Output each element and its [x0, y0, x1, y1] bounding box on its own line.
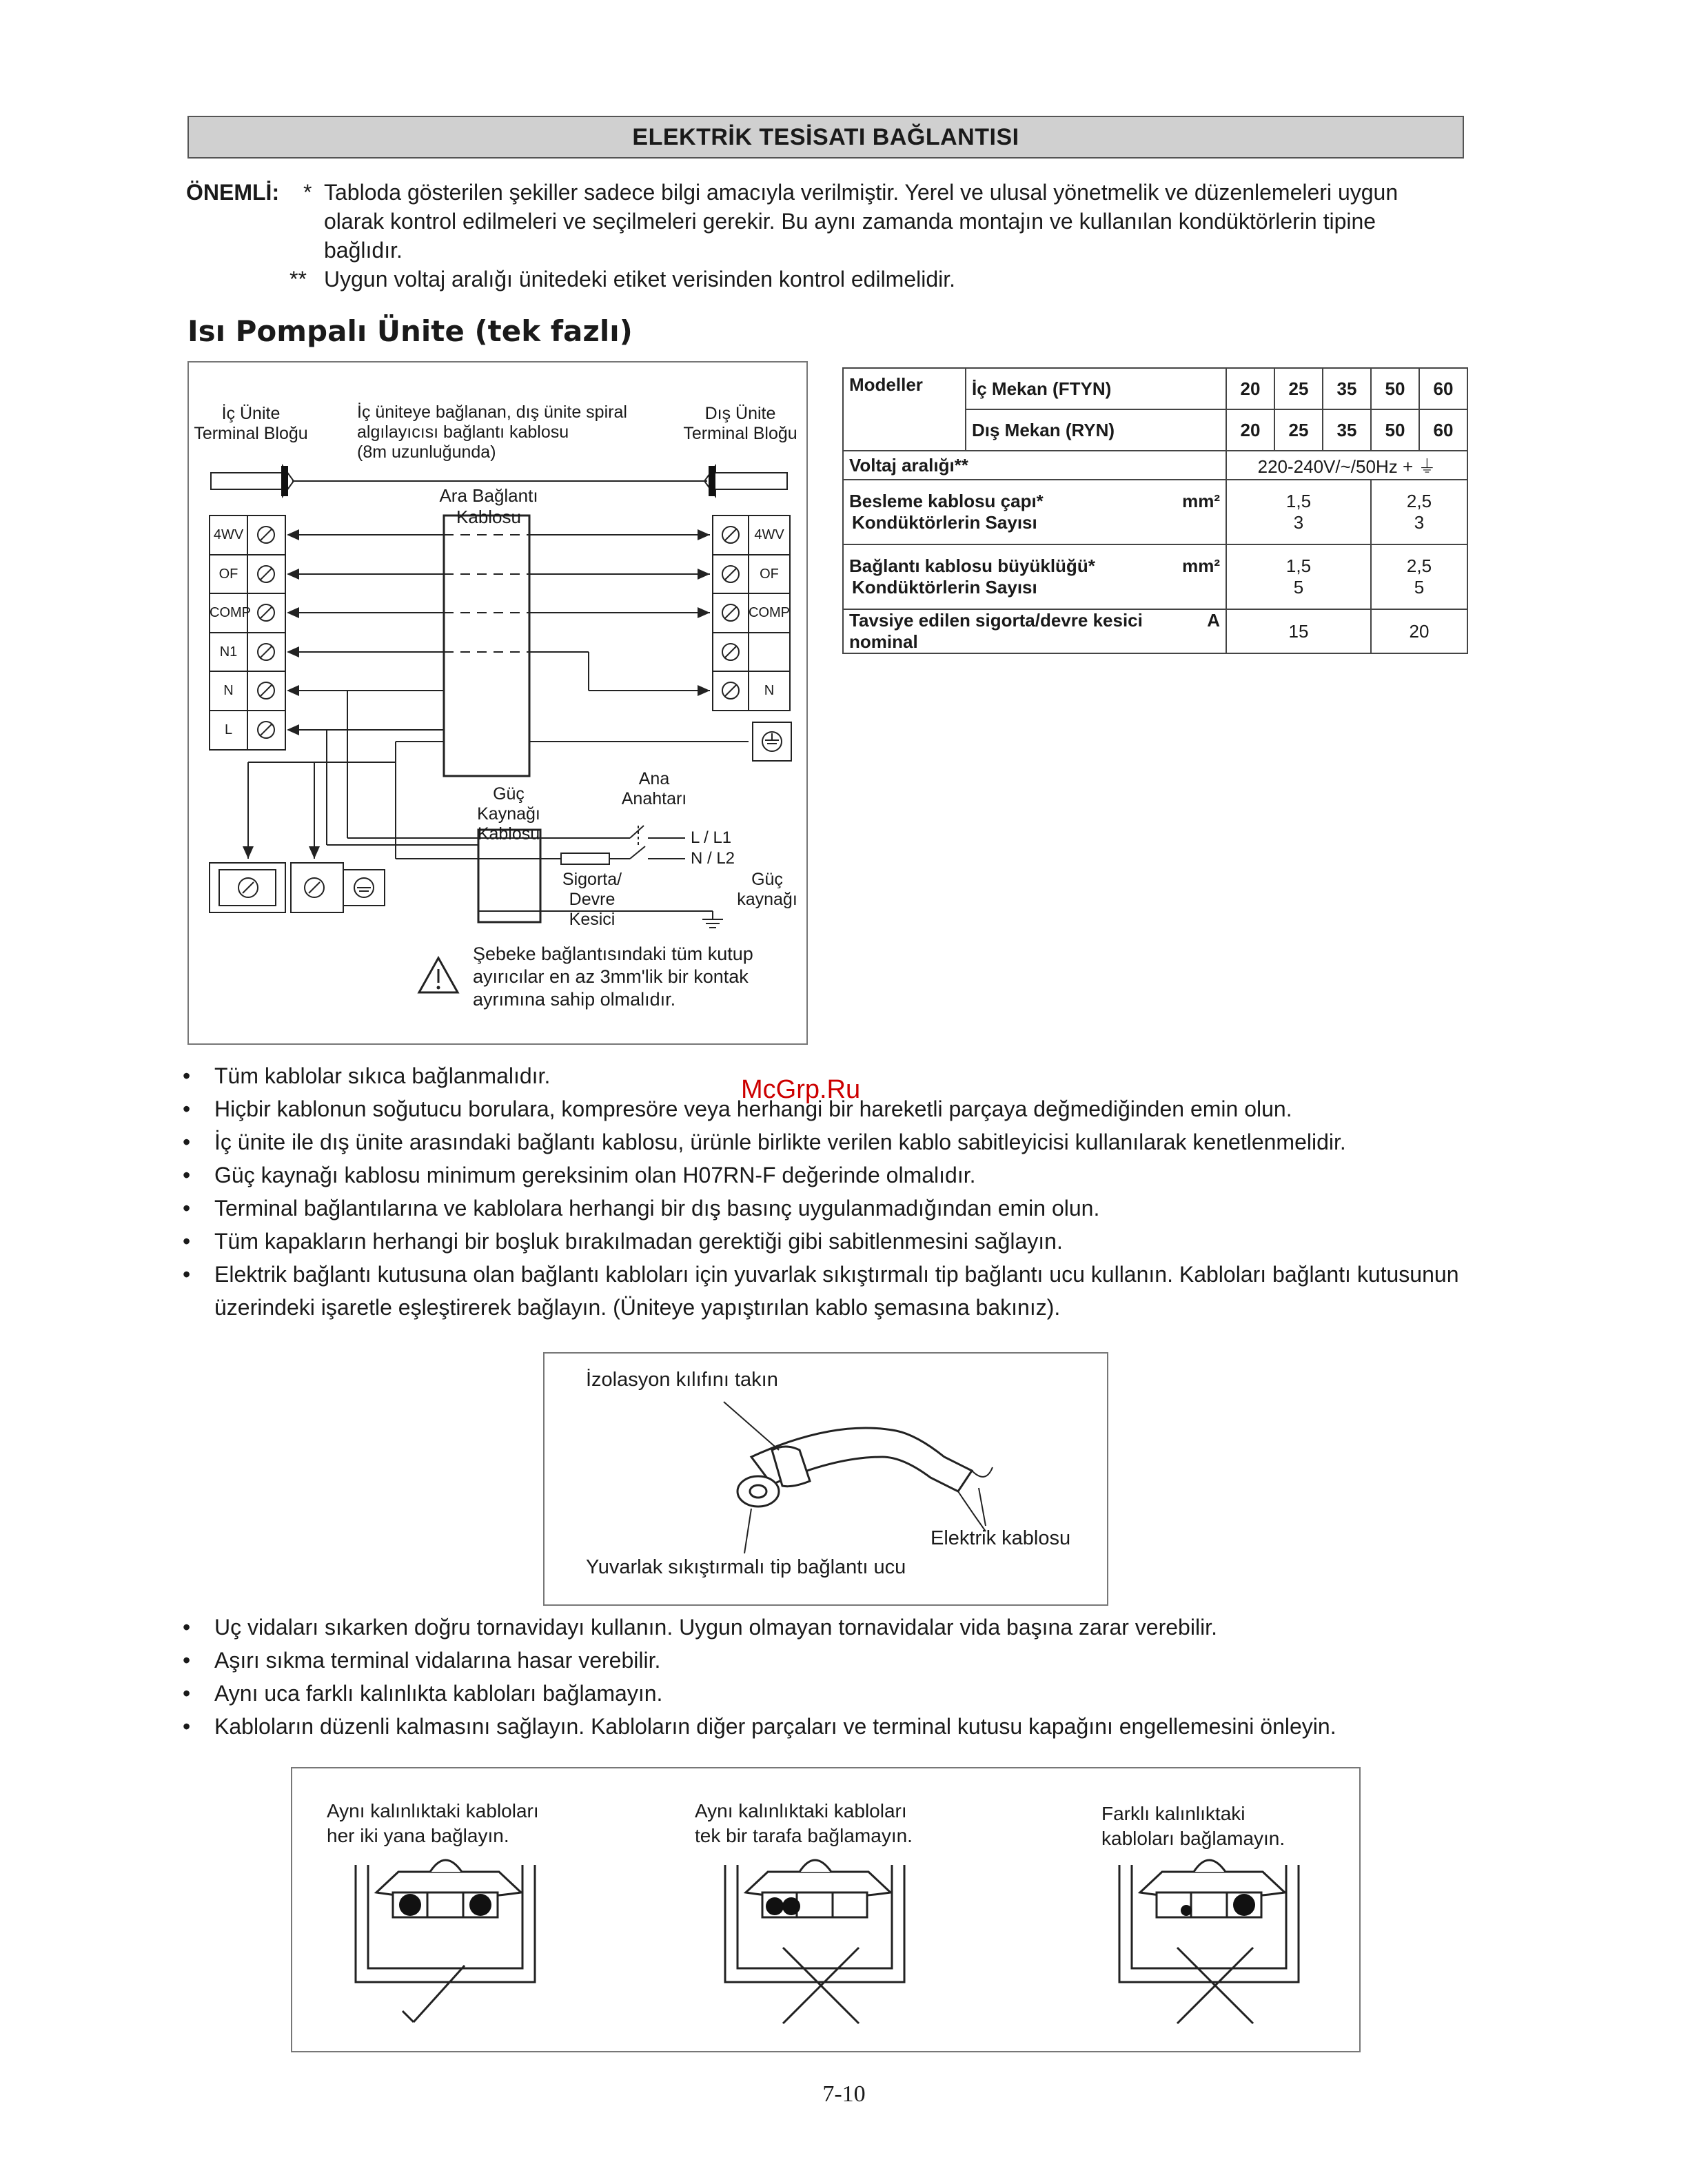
- list-item: • Terminal bağlantılarına ve kablolara herhangi bir dış basınç uygulanmadığından emin olun.: [183, 1192, 1465, 1225]
- list-item: • Aynı uca farklı kalınlıkta kabloları bağlamayın.: [183, 1677, 1465, 1710]
- note-line-1a: Tabloda gösterilen şekiller sadece bilgi amacıyla verilmiştir. Yerel ve ulusal yönetmelik ve düzenlemeleri uygun: [324, 180, 1399, 205]
- outdoor-terminal: 4WV: [754, 527, 784, 542]
- indoor-block-label: [189, 404, 313, 444]
- outdoor-terminal: COMP: [749, 605, 790, 620]
- power-cable-line2: Kablosu: [477, 824, 540, 844]
- indoor-terminal: N1: [219, 644, 238, 660]
- supply-line2: kaynağı: [737, 890, 797, 909]
- list-item: • Uç vidaları sıkarken doğru tornavidayı kullanın. Uygun olmayan tornavidalar vida başına zarar verebilir.: [183, 1611, 1465, 1644]
- crimp-terminal-figure: [543, 1352, 1108, 1606]
- outdoor-block-label: [671, 404, 809, 444]
- warning-note: [473, 943, 804, 1011]
- size-cell: 35: [1323, 368, 1371, 409]
- indoor-label-line1: İç Ünite: [221, 404, 281, 423]
- section-header: [187, 116, 1464, 159]
- fuse-label: [540, 870, 644, 930]
- main-switch-line2: Anahtarı: [621, 789, 687, 808]
- size-cell: 20: [1226, 368, 1274, 409]
- indoor-terminal: N: [223, 683, 234, 698]
- supply-large: 2,5: [1406, 491, 1432, 511]
- note-mark-1: *: [303, 180, 312, 205]
- link-cable-cell: [843, 544, 1226, 609]
- size-cell: 50: [1371, 409, 1419, 451]
- page-number: 7-10: [822, 2081, 866, 2107]
- supply-cable-cell: [843, 480, 1226, 544]
- supply-cable-label: Besleme kablosu çapı*: [849, 491, 1044, 511]
- voltage-value: 220-240V/~/50Hz + ⏚: [1226, 451, 1467, 480]
- interconnect-label: Ara Bağlantı Kablosu: [439, 485, 538, 527]
- list-item: • Tüm kablolar sıkıca bağlanmalıdır.: [183, 1059, 1465, 1092]
- fuse-line2: Kesici: [569, 910, 616, 929]
- supply-count-small: 3: [1293, 512, 1304, 533]
- list-item: • Tüm kapakların herhangi bir boşluk bırakılmadan gerektiği gibi sabitlenmesini sağlayın.: [183, 1225, 1465, 1258]
- supply-unit: mm²: [1182, 491, 1220, 511]
- indoor-terminal: L: [224, 722, 233, 737]
- cable-ok-line2: her iki yana bağlayın.: [327, 1825, 509, 1846]
- voltage-label: Voltaj aralığı**: [843, 451, 1226, 480]
- warning-line1: Şebeke bağlantısındaki tüm kutup: [473, 943, 753, 964]
- outdoor-cell: Dış Mekan (RYN): [966, 409, 1226, 451]
- cable-label-line3: (8m uzunluğunda): [357, 442, 496, 462]
- link-unit: mm²: [1182, 555, 1220, 576]
- important-note: [186, 178, 1468, 294]
- important-label: ÖNEMLİ:: [186, 180, 280, 205]
- cable-bad-2-line2: kabloları bağlamayın.: [1101, 1828, 1285, 1849]
- note-line-2: Uygun voltaj aralığı ünitedeki etiket verisinden kontrol edilmelidir.: [324, 267, 956, 292]
- main-switch-line1: Ana: [638, 769, 670, 788]
- fuse-unit: A: [1207, 610, 1220, 631]
- list-item: • Kabloların düzenli kalmasını sağlayın. Kabloların diğer parçaları ve terminal kutusu kapağını engellemesini önleyin.: [183, 1710, 1465, 1743]
- warning-line3: ayrımına sahip olmalıdır.: [473, 989, 676, 1010]
- n2-label: N / L2: [691, 849, 735, 868]
- wiring-diagram: [187, 361, 808, 1045]
- cable-bad-2-line1: Farklı kalınlıktaki: [1101, 1803, 1245, 1824]
- indoor-terminal-labels: [210, 516, 251, 750]
- main-switch-label: [616, 769, 692, 809]
- link-count-large: 5: [1414, 577, 1425, 598]
- wire-label: Elektrik kablosu: [931, 1527, 1071, 1549]
- list-item: • Aşırı sıkma terminal vidalarına hasar verebilir.: [183, 1644, 1465, 1677]
- crimp-terminal-label: Yuvarlak sıkıştırmalı tip bağlantı ucu: [586, 1556, 906, 1578]
- cable-bad-1-line2: tek bir tarafa bağlamayın.: [695, 1825, 913, 1846]
- list-item: • Güç kaynağı kablosu minimum gereksinim olan H07RN-F değerinde olmalıdır.: [183, 1159, 1465, 1192]
- insulation-label: İzolasyon kılıfını takın: [586, 1369, 778, 1391]
- cable-label: [357, 402, 633, 462]
- outdoor-terminal: N: [764, 683, 775, 698]
- list-item: • Hiçbir kablonun soğutucu borulara, kompresöre veya herhangi bir hareketli parçaya değmediğinden emin olun.: [183, 1092, 1465, 1125]
- list-item: • İç ünite ile dış ünite arasındaki bağlantı kablosu, ürünle birlikte verilen kablo sabitleyicisi kullanılarak kenetlenmelidir.: [183, 1125, 1465, 1159]
- link-small-cell: [1226, 544, 1371, 609]
- models-cell: Modeller: [843, 368, 966, 451]
- supply-large-cell: [1371, 480, 1467, 544]
- fuse-cell: [843, 609, 1226, 653]
- indoor-label-line2: Terminal Bloğu: [194, 424, 308, 443]
- indoor-terminal: COMP: [210, 605, 251, 620]
- size-cell: 50: [1371, 368, 1419, 409]
- spec-table: [842, 367, 1468, 654]
- fuse-large: 20: [1371, 609, 1467, 653]
- size-cell: 25: [1274, 409, 1323, 451]
- power-cable-label: [460, 784, 557, 844]
- outdoor-terminal: OF: [760, 567, 779, 582]
- size-cell: 20: [1226, 409, 1274, 451]
- cable-ok-line1: Aynı kalınlıktaki kabloları: [327, 1800, 539, 1821]
- l1-label: L / L1: [691, 828, 732, 847]
- indoor-cell: İç Mekan (FTYN): [966, 368, 1226, 409]
- list-item: • Elektrik bağlantı kutusuna olan bağlantı kabloları için yuvarlak sıkıştırmalı tip bağlantı ucu kullanın. Kabloları bağlantı kutusunun üzerindeki işaretle eşleştirerek bağlayın. (Üniteye yapıştırılan kablo şemasına bakınız).: [183, 1258, 1465, 1324]
- cable-bad-1-caption: [695, 1799, 913, 1848]
- size-cell: 60: [1419, 409, 1467, 451]
- note-line-1c: bağlıdır.: [324, 238, 403, 263]
- section-title: Isı Pompalı Ünite (tek fazlı): [187, 314, 633, 348]
- supply-small-cell: [1226, 480, 1371, 544]
- link-count-small: 5: [1293, 577, 1304, 598]
- link-large: 2,5: [1406, 555, 1432, 576]
- bullet-list-2: [183, 1611, 1465, 1743]
- fuse-label: Tavsiye edilen sigorta/devre kesici nominal: [849, 610, 1143, 652]
- cable-label-line2: algılayıcısı bağlantı kablosu: [357, 422, 569, 442]
- cable-label-line1: İç üniteye bağlanan, dış ünite spiral: [357, 402, 627, 422]
- size-cell: 35: [1323, 409, 1371, 451]
- link-cable-label: Bağlantı kablosu büyüklüğü*: [849, 555, 1095, 576]
- power-cable-line1: Güç Kaynağı: [477, 784, 540, 824]
- outdoor-terminal: [749, 633, 790, 671]
- link-large-cell: [1371, 544, 1467, 609]
- link-small: 1,5: [1285, 555, 1312, 576]
- watermark: McGrp.Ru: [741, 1075, 861, 1104]
- cable-bad-1-line1: Aynı kalınlıktaki kabloları: [695, 1800, 907, 1821]
- link-count-label: Kondüktörlerin Sayısı: [852, 577, 1037, 598]
- note-line-1b: olarak kontrol edilmeleri ve seçilmeleri gerekir. Bu aynı zamanda montajın ve kullanılan kondüktörlerin tipine: [324, 209, 1376, 234]
- cable-ok-caption: [327, 1799, 539, 1848]
- warning-line2: ayırıcılar en az 3mm'lik bir kontak: [473, 966, 749, 987]
- supply-line1: Güç: [751, 870, 783, 889]
- supply-small: 1,5: [1285, 491, 1312, 511]
- fuse-line1: Sigorta/ Devre: [562, 870, 622, 909]
- note-mark-2: **: [289, 267, 307, 292]
- cable-connection-figure: [291, 1767, 1361, 2052]
- supply-count-large: 3: [1414, 512, 1425, 533]
- fuse-small: 15: [1226, 609, 1371, 653]
- indoor-terminal: OF: [218, 567, 238, 582]
- outdoor-label-line1: Dış Ünite: [704, 404, 776, 423]
- outdoor-label-line2: Terminal Bloğu: [683, 424, 797, 443]
- size-cell: 25: [1274, 368, 1323, 409]
- header-title: ELEKTRİK TESİSATI BAĞLANTISI: [632, 123, 1019, 150]
- cable-bad-2-caption: [1101, 1802, 1285, 1851]
- indoor-terminal: 4WV: [213, 527, 244, 542]
- outdoor-terminal-labels: [749, 516, 790, 711]
- supply-count-label: Kondüktörlerin Sayısı: [852, 512, 1037, 533]
- size-cell: 60: [1419, 368, 1467, 409]
- supply-label: [729, 870, 805, 910]
